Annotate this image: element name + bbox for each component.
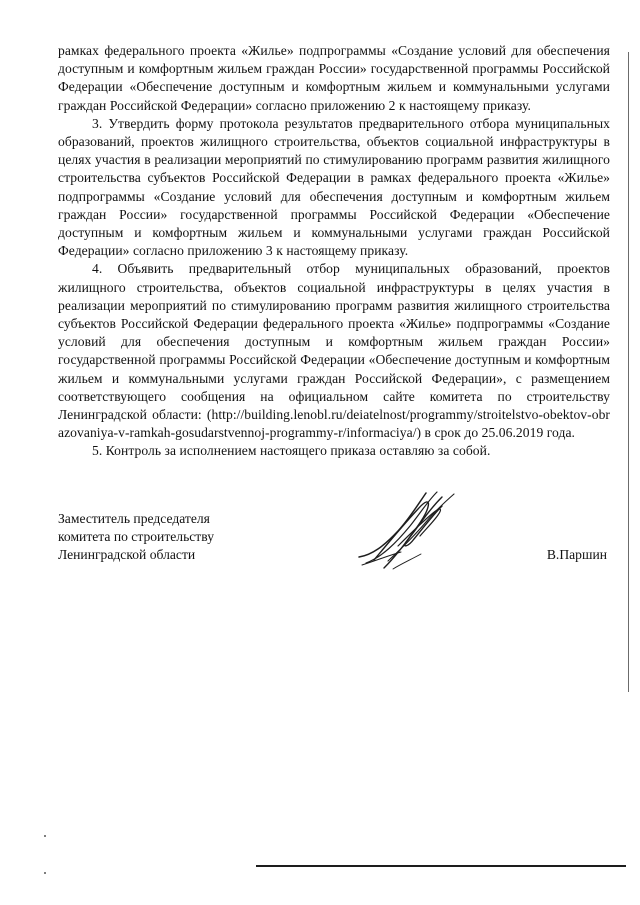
signatory-title-line-2: комитета по строительству bbox=[58, 529, 215, 544]
signatory-title-line-1: Заместитель председателя bbox=[58, 511, 210, 526]
signatory-title-line-3: Ленинградской области bbox=[58, 547, 196, 562]
signatory-name: В.Паршин bbox=[546, 547, 607, 562]
scan-dust-mark bbox=[44, 872, 46, 874]
scan-edge-line bbox=[628, 52, 629, 692]
signature-block bbox=[58, 510, 610, 570]
intro-paragraph: рамках федерального проекта «Жилье» подпрограммы «Создание условий для обеспечения доступным и комфортным жильем граждан России» государственной программы Российской Федерации «Обеспечение доступным и комфортным жильем и коммунальными услугами граждан Российской Федерации» согласно приложению 2 к настоящему приказу. bbox=[58, 43, 610, 113]
paragraph-item-4-text: 4. Объявить предварительный отбор муниципальных образований, проектов жилищного строительства, объектов социальной инфраструктуры в целях участия в реализации мероприятий по стимулированию программ развития жилищного строительства субъектов Российской Федерации федерального проекта «Жилье» подпрограммы «Создание условий для обеспечения доступным и комфортным жильем граждан России» государственной программы Российской Федерации «Обеспечение доступным и комфортным жильем и коммунальными услугами граждан Российской Федерации», с размещением соответствующего сообщения на официальном сайте комитета по строительству Ленинградской области: bbox=[58, 261, 610, 423]
signatory-title bbox=[58, 510, 214, 564]
handwritten-signature-icon bbox=[354, 489, 470, 575]
scan-dust-mark bbox=[44, 835, 46, 837]
ministry-website-link: (http://building.lenobl.ru/deiatelnost/programmy/stroitelstvo-obektov-obrazovaniya-v-ramkah-gosudarstvennoj-programmy-r/informaciya/) bbox=[58, 407, 610, 441]
paragraph-item-5: 5. Контроль за исполнением настоящего приказа оставляю за собой. bbox=[92, 443, 491, 459]
paragraph-item-4 bbox=[58, 260, 610, 442]
document-body bbox=[58, 42, 610, 461]
scan-bottom-line bbox=[256, 865, 626, 867]
deadline-text: в срок до 25.06.2019 года. bbox=[421, 425, 575, 441]
paragraph-item-3: 3. Утвердить форму протокола результатов предварительного отбора муниципальных образований, проектов жилищного строительства, объектов социальной инфраструктуры в целях участия в реализации мероприятий по стимулированию программ развития жилищного строительства субъектов Российской Федерации в рамках федерального проекта «Жилье» подпрограммы «Создание условий для обеспечения доступным и комфортным жильем граждан России» государственной программы Российской Федерации «Обеспечение доступным и комфортным жильем и коммунальными услугами граждан Российской Федерации» согласно приложению 3 к настоящему приказу. bbox=[58, 115, 610, 259]
